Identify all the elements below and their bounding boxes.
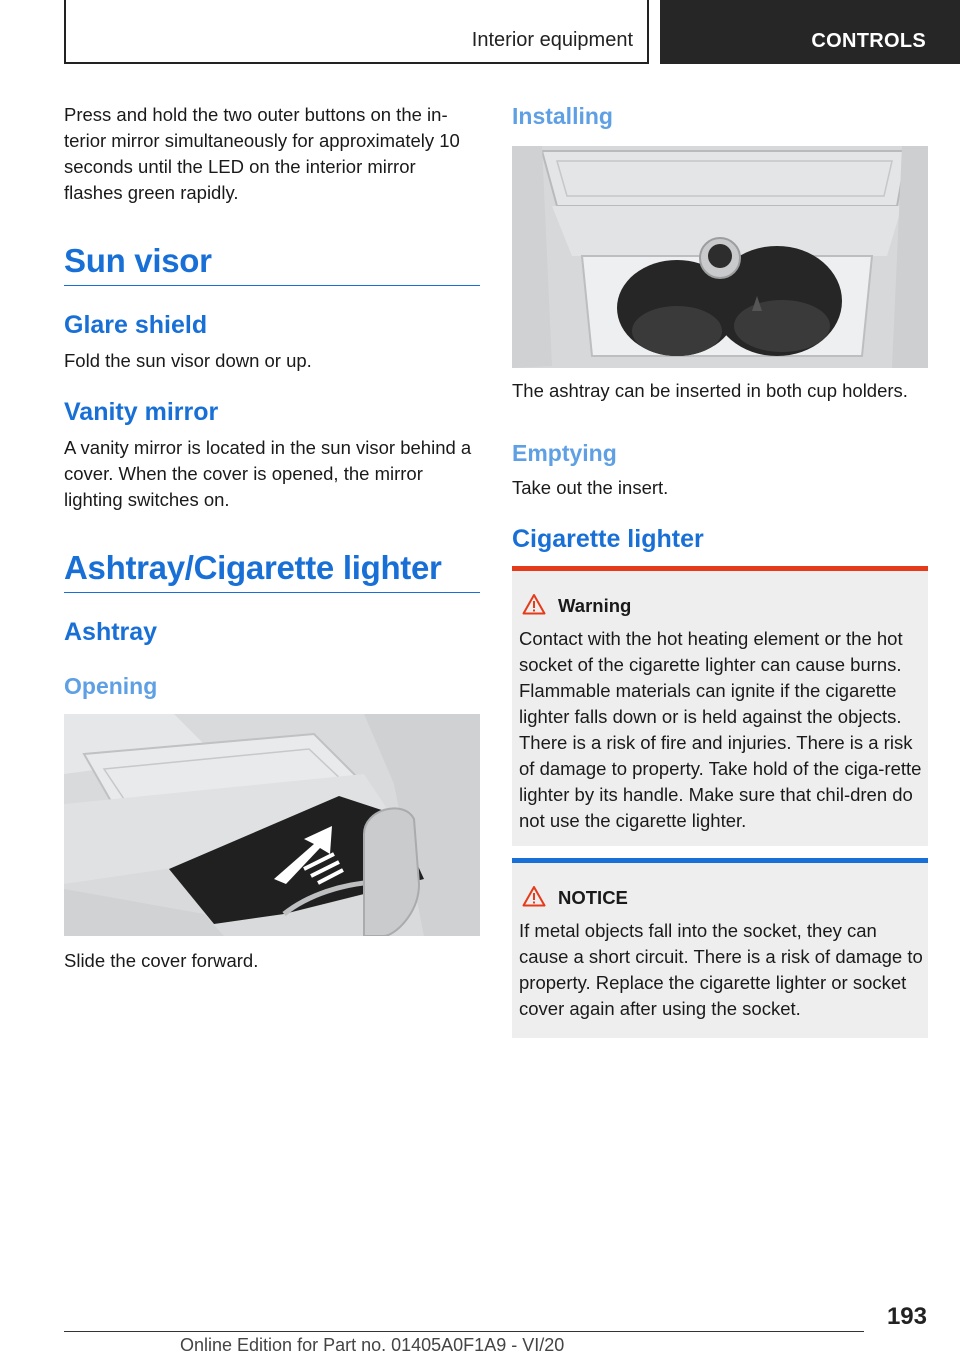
glare-shield-text: Fold the sun visor down or up. [64, 350, 312, 371]
header-chapter-tab [660, 0, 960, 64]
warning-box [512, 566, 928, 846]
notice-text: If metal objects fall into the socket, they can cause a short circuit. There is a risk of damage to property. Replace the cigarette lighter or socket cover again after using the socket. [519, 920, 923, 1019]
warning-triangle-icon [522, 593, 546, 615]
warning-text: Contact with the hot heating element or the hot socket of the cigarette lighter can cause burns. Flammable materials can ignite if the cigarette lighter falls down or is held against the objects. There is a risk of fire and injuries. There is a risk of damage to property. Take hold of the ciga-rette lighter by its handle. Make sure that chil-dren do not use the cigarette lighter. [519, 628, 922, 831]
header-chapter-title: CONTROLS [811, 30, 926, 52]
emptying-text: Take out the insert. [512, 477, 669, 498]
header-section-title: Interior equipment [471, 29, 633, 51]
sun-visor-heading: Sun visor [64, 242, 212, 279]
ashtray-heading: Ashtray [64, 618, 158, 646]
warning-bar [512, 566, 928, 571]
intro-paragraph: Press and hold the two outer buttons on the in-terior mirror simultaneously for approximately 10 seconds until the LED on the interior mirror flashes green rapidly. [64, 104, 460, 203]
footer-rule [64, 1331, 864, 1332]
header-section-tab [64, 0, 649, 64]
ashtray-lighter-heading: Ashtray/Cigarette lighter [64, 549, 442, 586]
page-number: 193 [886, 1303, 927, 1330]
vanity-mirror-text: A vanity mirror is located in the sun visor behind a cover. When the cover is opened, the mirror lighting switches on. [64, 437, 472, 510]
warning-title: Warning [558, 595, 632, 616]
opening-caption: Slide the cover forward. [64, 950, 259, 971]
vanity-mirror-heading: Vanity mirror [64, 398, 219, 426]
cigarette-lighter-heading: Cigarette lighter [512, 525, 704, 553]
sun-visor-rule [64, 285, 480, 286]
ashtray-installing-illustration [512, 146, 928, 368]
notice-box [512, 858, 928, 1038]
ashtray-lighter-rule [64, 592, 480, 593]
notice-title: NOTICE [558, 887, 628, 908]
installing-caption: The ashtray can be inserted in both cup holders. [512, 380, 908, 401]
ashtray-opening-illustration [64, 714, 480, 936]
emptying-heading: Emptying [512, 440, 617, 466]
notice-bar [512, 858, 928, 863]
opening-heading: Opening [64, 673, 158, 699]
glare-shield-heading: Glare shield [64, 311, 208, 339]
installing-heading: Installing [512, 103, 613, 129]
footer-edition: Online Edition for Part no. 01405A0F1A9 - VI/20 [180, 1335, 565, 1355]
warning-triangle-icon [522, 885, 546, 907]
